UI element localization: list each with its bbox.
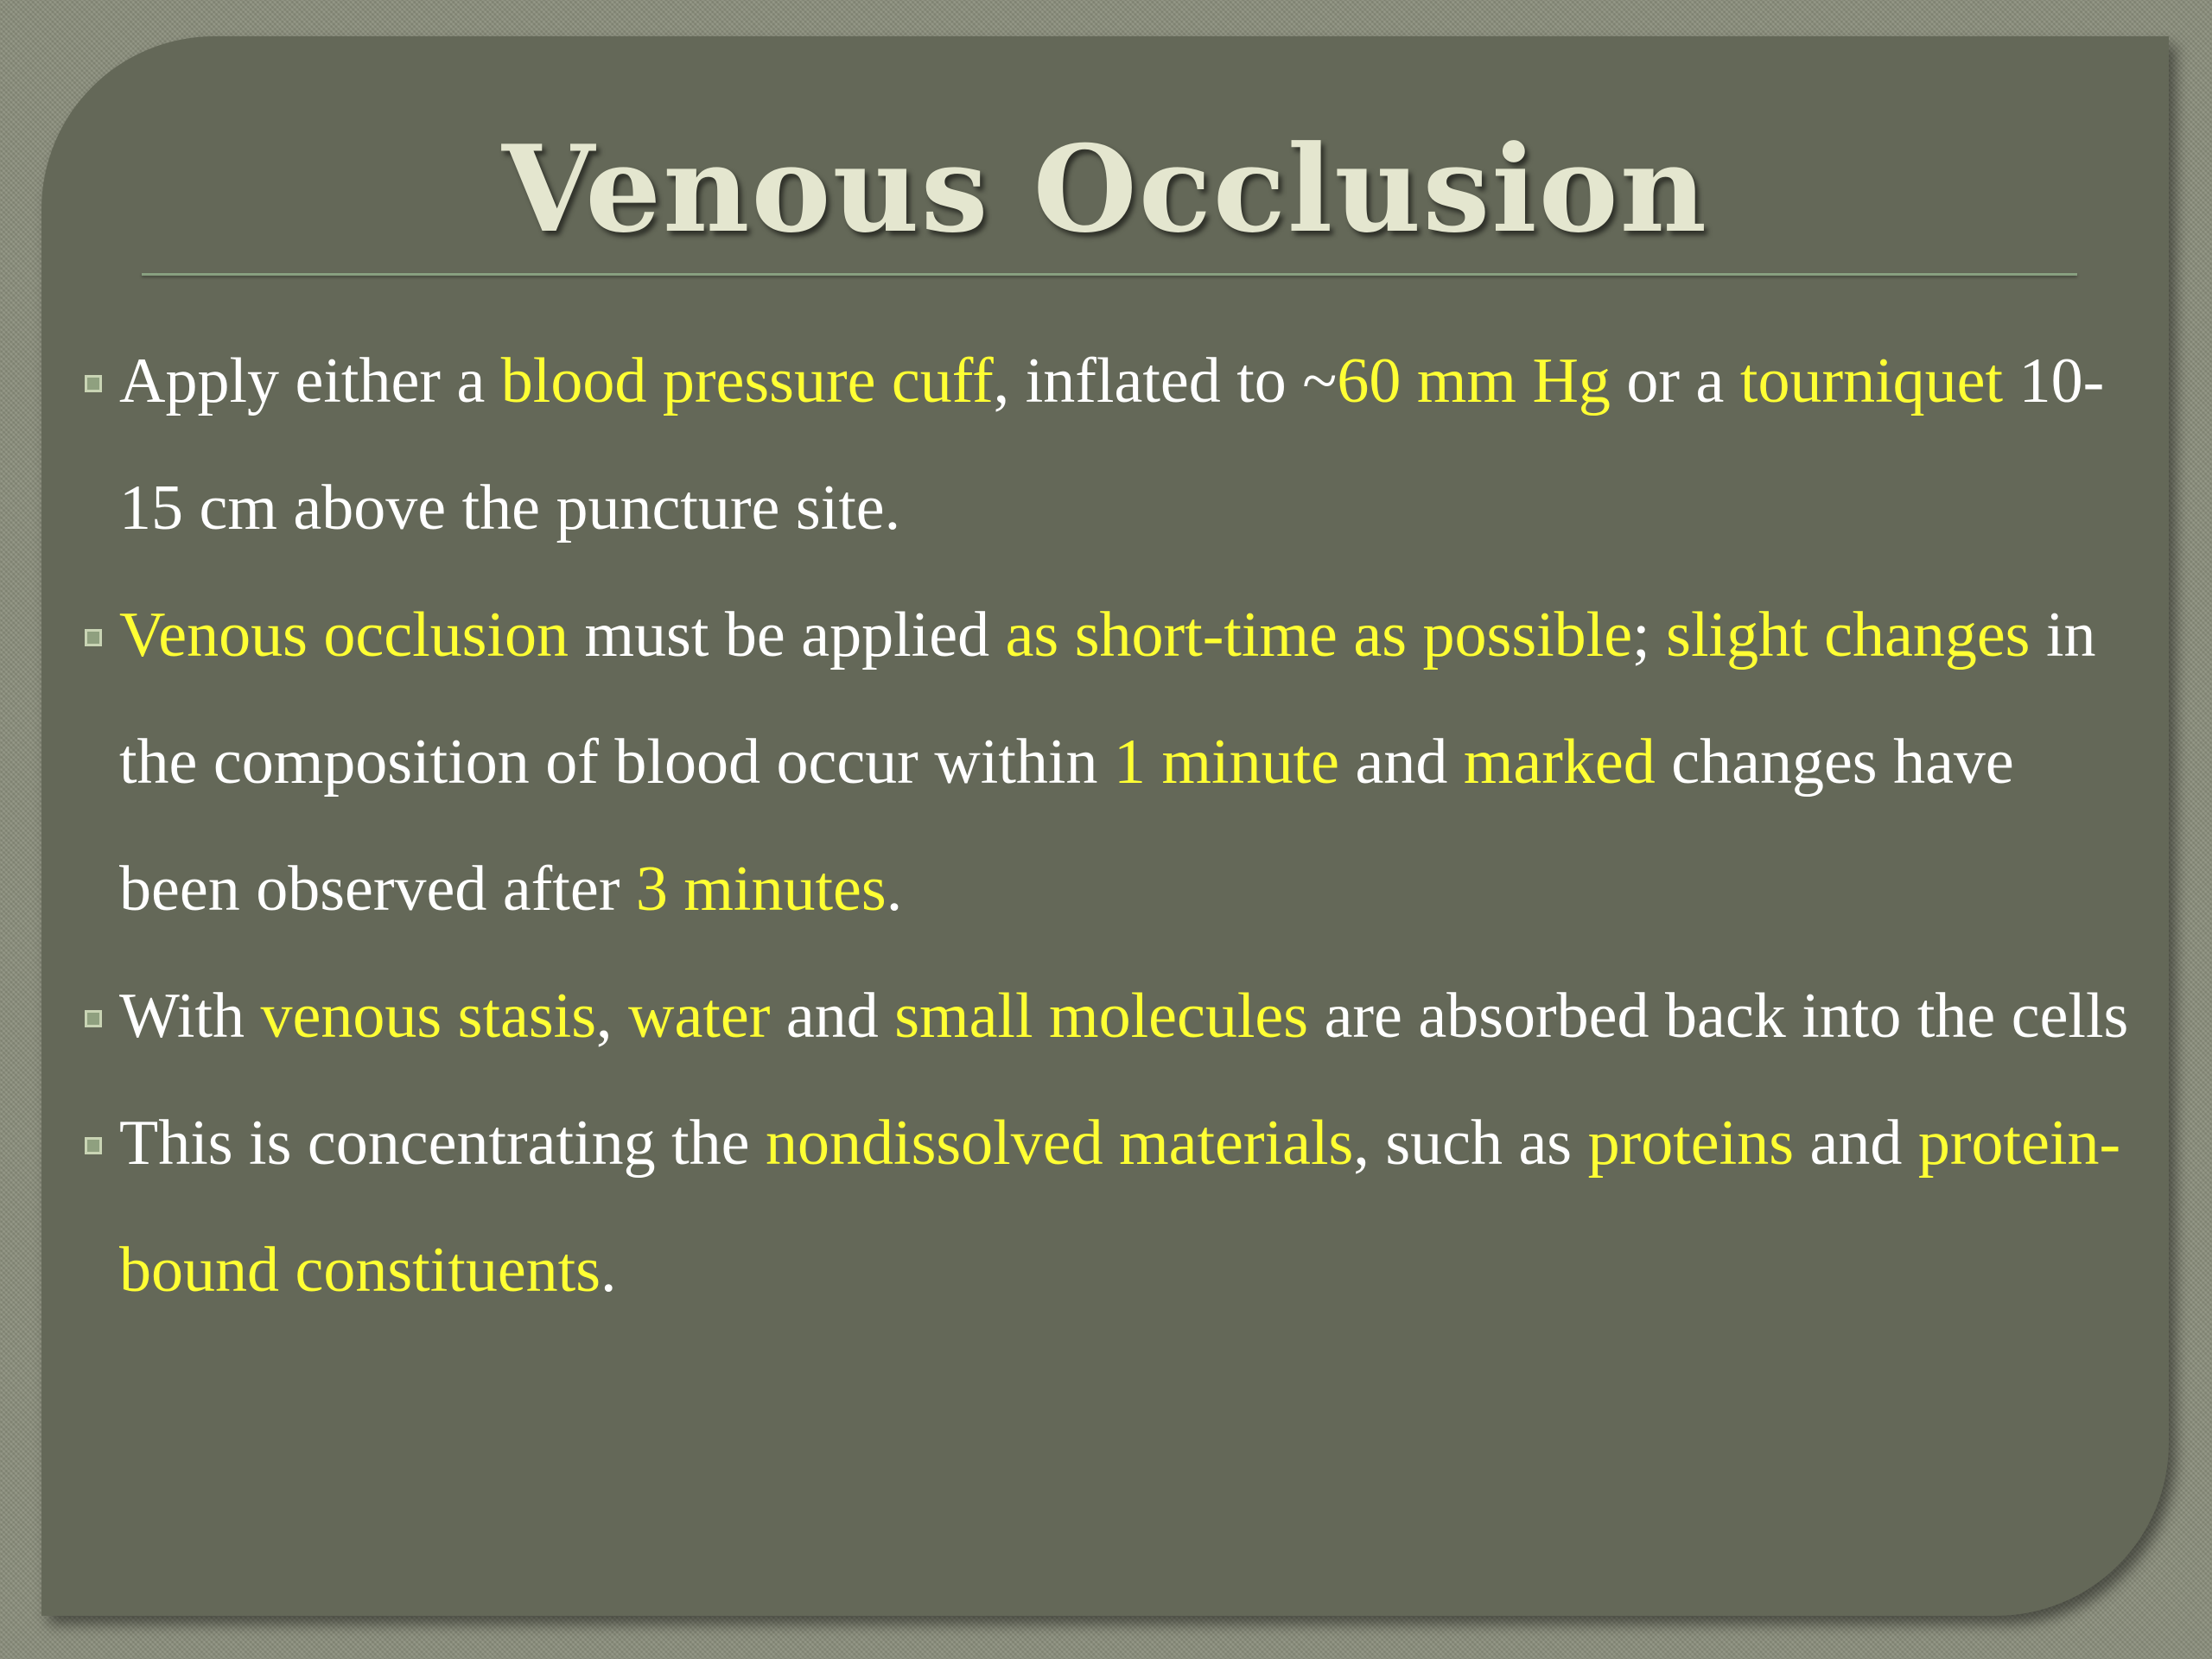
text-run: must be applied xyxy=(569,600,1006,671)
text-run: and xyxy=(1338,727,1464,798)
bullet-item xyxy=(76,953,2133,1080)
text-run: ; xyxy=(1632,600,1667,671)
highlighted-term: proteins xyxy=(1587,1108,1795,1179)
text-run: are absorbed back into the cells xyxy=(1308,981,2129,1052)
bullet-text xyxy=(119,600,2096,925)
highlighted-term: water xyxy=(628,981,771,1052)
highlighted-term: venous stasis xyxy=(260,981,597,1052)
highlighted-term: tourniquet xyxy=(1739,346,2004,416)
highlighted-term: Venous occlusion xyxy=(119,600,569,671)
bullet-text xyxy=(119,981,2128,1052)
highlighted-term: as short-time as possible xyxy=(1005,600,1633,671)
bullet-text xyxy=(119,1108,2120,1306)
text-run: 10-15 cm above the puncture site. xyxy=(119,346,2105,543)
highlighted-term: slight changes xyxy=(1666,600,2031,671)
text-run: . xyxy=(886,854,903,925)
bullet-item xyxy=(76,1080,2133,1334)
highlighted-term: protein-bound constituents xyxy=(119,1108,2121,1306)
slide-panel xyxy=(41,36,2169,1616)
text-run: This is concentrating the xyxy=(119,1108,766,1179)
bullet-list xyxy=(76,318,2133,1334)
text-run: and xyxy=(1794,1108,1918,1179)
highlighted-term: 60 mm Hg xyxy=(1337,346,1611,416)
square-bullet-icon xyxy=(85,629,102,646)
text-run: , xyxy=(596,981,629,1052)
highlighted-term: marked xyxy=(1463,727,1656,798)
slide-title: Venous Occlusion xyxy=(501,118,1709,259)
highlighted-term: 3 minutes xyxy=(635,854,887,925)
highlighted-term: nondissolved materials xyxy=(766,1108,1354,1179)
square-bullet-icon xyxy=(85,375,102,392)
text-run: , inflated to ~ xyxy=(993,346,1338,416)
bullet-text xyxy=(119,346,2104,543)
text-run: and xyxy=(770,981,895,1052)
text-run: or a xyxy=(1610,346,1740,416)
bullet-item xyxy=(76,318,2133,572)
bullet-item xyxy=(76,572,2133,953)
highlighted-term: 1 minute xyxy=(1113,727,1339,798)
title-divider xyxy=(142,273,2077,276)
text-run: in the composition of blood occur within xyxy=(119,600,2096,798)
square-bullet-icon xyxy=(85,1010,102,1027)
highlighted-term: blood pressure cuff xyxy=(500,346,994,416)
text-run: , such as xyxy=(1353,1108,1588,1179)
highlighted-term: small molecules xyxy=(894,981,1309,1052)
text-run: changes have been observed after xyxy=(119,727,2014,925)
text-run: With xyxy=(119,981,261,1052)
square-bullet-icon xyxy=(85,1137,102,1154)
text-run: . xyxy=(601,1235,617,1306)
text-run: Apply either a xyxy=(119,346,501,416)
